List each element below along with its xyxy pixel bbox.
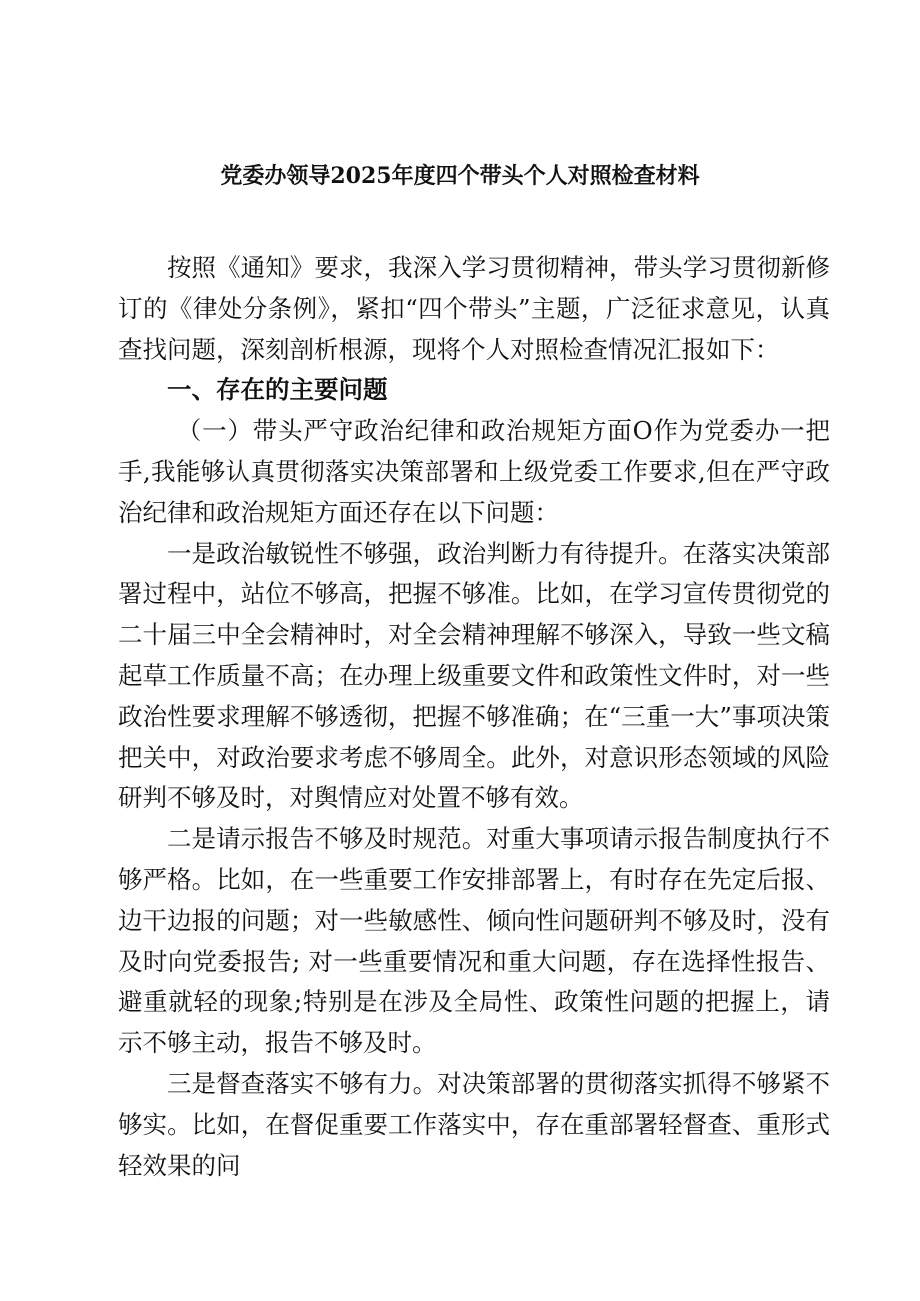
issue-paragraph-2: 二是请示报告不够及时规范。对重大事项请示报告制度执行不够严格。比如，在一些重要工作安排部署上，有时存在先定后报、边干边报的问题；对一些敏感性、倾向性问题研判不够及时，没有及时向党委报告; 对一些重要情况和重大问题，存在选择性报告、避重就轻的现象;特别是在涉及全局性、政策性问题的把握上，请示不够主动，报告不够及时。 [118,824,830,1058]
document-body [118,248,830,1186]
issue-paragraph-3: 三是督查落实不够有力。对决策部署的贯彻落实抓得不够紧不够实。比如，在督促重要工作落实中，存在重部署轻督查、重形式轻效果的问 [118,1068,830,1180]
document-title: 党委办领导2025年度四个带头个人对照检查材料 [220,163,700,189]
issue-paragraph-1: 一是政治敏锐性不够强，政治判断力有待提升。在落实决策部署过程中，站位不够高，把握不够准。比如，在学习宣传贯彻党的二十届三中全会精神时，对全会精神理解不够深入，导致一些文稿起草工作质量不高；在办理上级重要文件和政策性文件时，对一些政治性要求理解不够透彻，把握不够准确；在“三重一大”事项决策把关中，对政治要求考虑不够周全。此外，对意识形态领域的风险研判不够及时，对舆情应对处置不够有效。 [118,538,830,813]
subsection-paragraph: （一）带头严守政治纪律和政治规矩方面O作为党委办一把手,我能够认真贯彻落实决策部署和上级党委工作要求,但在严守政治纪律和政治规矩方面还存在以下问题： [118,416,830,527]
intro-paragraph: 按照《通知》要求，我深入学习贯彻精神，带头学习贯彻新修订的《律处分条例》，紧扣“四个带头”主题，广泛征求意见，认真查找问题，深刻剖析根源，现将个人对照检查情况汇报如下： [118,253,830,364]
section-heading: 一、存在的主要问题 [167,375,388,405]
